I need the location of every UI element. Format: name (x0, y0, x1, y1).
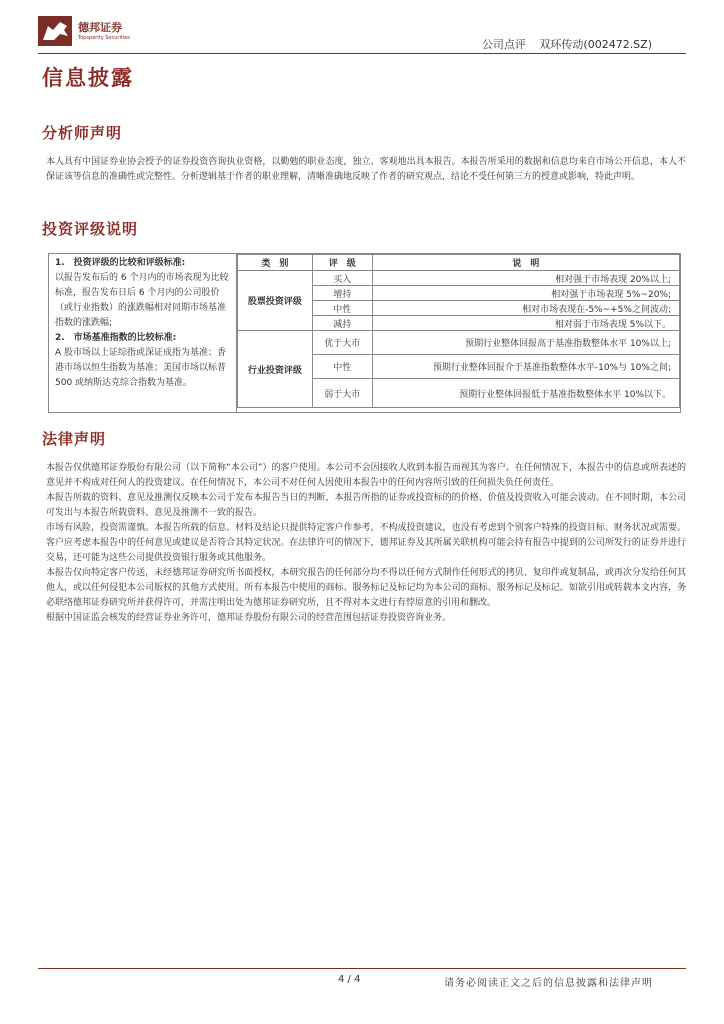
criteria-text-1: 以报告发布后的 6 个月内的市场表现为比较标准，报告发布日后 6 个月内的公司股价（或行业指数）的涨跌幅相对同期市场基准指数的涨跌幅; (55, 273, 229, 328)
rating-section-title: 投资评级说明 (42, 220, 139, 238)
stock-rating-group: 股票投资评级 (238, 271, 313, 331)
rating-table (48, 253, 681, 413)
criteria-heading-1: 1. 投资评级的比较和评级标准: (55, 258, 186, 268)
table-row (238, 331, 680, 355)
analyst-statement-text: 本人具有中国证券业协会授予的证券投资咨询执业资格，以勤勉的职业态度，独立、客观地出具本报告。本报告所采用的数据和信息均来自市场公开信息，本人不保证该等信息的准确性或完整性。分析逻辑基于作者的职业理解，清晰准确地反映了作者的研究观点，结论不受任何第三方的授意或影响，特此声明。 (46, 157, 686, 182)
rating-cell: 中性 (312, 355, 372, 379)
desc-cell: 预期行业整体回报介于基准指数整体水平-10%与 10%之间; (372, 355, 679, 379)
legal-paragraph: 根据中国证监会核发的经营证券业务许可，德邦证券股份有限公司的经营范围包括证券投资咨询业务。 (46, 613, 452, 623)
col-category: 类 别 (238, 255, 313, 271)
rating-cell: 增持 (312, 286, 372, 301)
page-title: 信息披露 (42, 66, 134, 90)
desc-cell: 相对市场表现在-5%~+5%之间波动; (372, 301, 679, 316)
page-number: 4 / 4 (338, 974, 361, 985)
report-type: 公司点评 (481, 38, 526, 51)
col-desc: 说 明 (372, 255, 679, 271)
analyst-statement (46, 155, 686, 185)
bull-logo-icon (38, 16, 72, 46)
table-row (238, 271, 680, 286)
industry-rating-group: 行业投资评级 (238, 331, 313, 408)
desc-cell: 相对强于市场表现 5%~20%; (372, 286, 679, 301)
legal-paragraph: 市场有风险，投资需谨慎。本报告所载的信息、材料及结论只提供特定客户作参考，不构成投资建议，也没有考虑到个别客户特殊的投资目标、财务状况或需要。客户应考虑本报告中的任何意见或建议是否符合其特定状况。在法律许可的情况下，德邦证券及其所属关联机构可能会持有报告中提到的公司所发行的证券并进行交易，还可能为这些公司提供投资银行服务或其他服务。 (46, 523, 686, 563)
desc-cell: 预期行业整体回报低于基准指数整体水平 10%以下。 (372, 379, 679, 408)
analyst-section-title: 分析师声明 (42, 124, 123, 142)
legal-statement (46, 461, 686, 626)
rating-cell: 买入 (312, 271, 372, 286)
table-header-row (238, 255, 680, 271)
footer-divider (38, 968, 686, 969)
rating-cell: 弱于大市 (312, 379, 372, 408)
desc-cell: 相对强于市场表现 20%以上; (372, 271, 679, 286)
criteria-heading-2: 2. 市场基准指数的比较标准: (55, 333, 177, 343)
report-meta (472, 36, 652, 52)
rating-criteria (49, 254, 237, 412)
legal-paragraph: 本报告所载的资料、意见及推测仅反映本公司于发布本报告当日的判断，本报告所指的证券或投资标的的价格、价值及投资收入可能会波动。在不同时期，本公司可发出与本报告所载资料、意见及推测不一致的报告。 (46, 493, 686, 518)
rating-grid (237, 254, 680, 408)
legal-paragraph: 本报告仅向特定客户传送，未经德邦证券研究所书面授权，本研究报告的任何部分均不得以任何方式制作任何形式的拷贝、复印件或复制品，或再次分发给任何其他人，或以任何侵犯本公司版权的其他方式使用。所有本报告中使用的商标、服务标记及标记均为本公司的商标、服务标记及标记。如欲引用或转载本文内容，务必联络德邦证券研究所并获得许可，并需注明出处为德邦证券研究所，且不得对本文进行有悖原意的引用和删改。 (46, 568, 686, 608)
rating-cell: 减持 (312, 316, 372, 331)
footer-disclaimer: 请务必阅读正文之后的信息披露和法律声明 (444, 978, 653, 989)
criteria-text-2: A 股市场以上证综指或深证成指为基准；香港市场以恒生指数为基准；美国市场以标普 500 或纳斯达克综合指数为基准。 (55, 348, 227, 388)
logo-name-en: Topsperity Securities (78, 34, 130, 41)
rating-cell: 中性 (312, 301, 372, 316)
company-logo (38, 16, 130, 46)
desc-cell: 预期行业整体回报高于基准指数整体水平 10%以上; (372, 331, 679, 355)
logo-name-cn: 德邦证券 (78, 20, 122, 34)
company-name: 双环传动(002472.SZ) (539, 38, 652, 51)
rating-cell: 优于大市 (312, 331, 372, 355)
col-rating: 评 级 (312, 255, 372, 271)
legal-section-title: 法律声明 (42, 430, 107, 448)
desc-cell: 相对弱于市场表现 5%以下。 (372, 316, 679, 331)
legal-paragraph: 本报告仅供德邦证券股份有限公司（以下简称“本公司”）的客户使用。本公司不会因接收人收到本报告而视其为客户。在任何情况下，本报告中的信息或所表述的意见并不构成对任何人的投资建议。在任何情况下，本公司不对任何人因使用本报告中的任何内容所引致的任何损失负任何责任。 (46, 463, 686, 488)
header-divider (38, 53, 686, 54)
